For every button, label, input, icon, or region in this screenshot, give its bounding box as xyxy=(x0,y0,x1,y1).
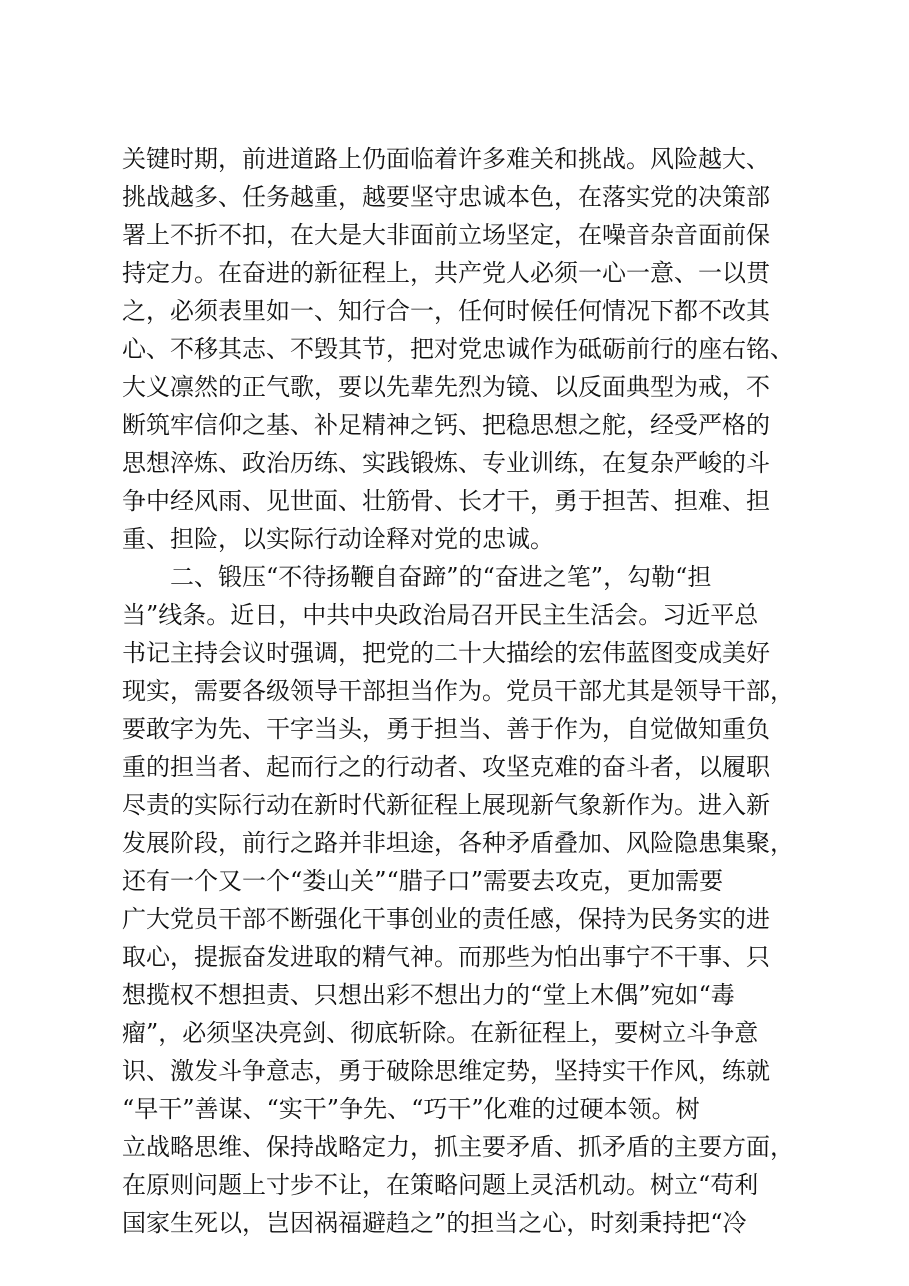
section-heading-line: 二、锻压“不待扬鞭自奋蹄”的“奋进之笔”，勾勒“担 xyxy=(170,563,712,591)
text-line: 广大党员干部不断强化干事创业的责任感，保持为民务实的进 xyxy=(122,905,770,933)
text-line: 之，必须表里如一、知行合一，任何时候任何情况下都不改其 xyxy=(122,297,770,325)
text-line: 国家生死以，岂因祸福避趋之”的担当之心，时刻秉持把“冷 xyxy=(122,1209,747,1237)
text-line: 持定力。在奋进的新征程上，共产党人必须一心一意、一以贯 xyxy=(122,259,770,287)
text-line: “早干”善谋、“实干”争先、“巧干”化难的过硬本领。树 xyxy=(122,1095,700,1123)
text-line: 重的担当者、起而行之的行动者、攻坚克难的奋斗者，以履职 xyxy=(122,753,770,781)
text-line: 立战略思维、保持战略定力，抓主要矛盾、抓矛盾的主要方面， xyxy=(122,1133,794,1161)
text-line: 心、不移其志、不毁其节，把对党忠诚作为砥砺前行的座右铭、 xyxy=(122,335,794,363)
text-line: 发展阶段，前行之路并非坦途，各种矛盾叠加、风险隐患集聚， xyxy=(122,829,794,857)
text-line: 关键时期，前进道路上仍面临着许多难关和挑战。风险越大、 xyxy=(122,145,770,173)
text-line: 大义凛然的正气歌，要以先辈先烈为镜、以反面典型为戒，不 xyxy=(122,373,770,401)
text-line: 争中经风雨、见世面、壮筋骨、长才干，勇于担苦、担难、担 xyxy=(122,487,770,515)
text-line: 识、激发斗争意志，勇于破除思维定势，坚持实干作风，练就 xyxy=(122,1057,770,1085)
text-line: 当”线条。近日，中共中央政治局召开民主生活会。习近平总 xyxy=(122,601,759,629)
text-line: 现实，需要各级领导干部担当作为。党员干部尤其是领导干部， xyxy=(122,677,794,705)
text-line: 尽责的实际行动在新时代新征程上展现新气象新作为。进入新 xyxy=(122,791,770,819)
text-line: 重、担险，以实际行动诠释对党的忠诚。 xyxy=(122,525,554,553)
text-line: 取心，提振奋发进取的精气神。而那些为怕出事宁不干事、只 xyxy=(122,943,770,971)
text-line: 在原则问题上寸步不让，在策略问题上灵活机动。树立“苟利 xyxy=(122,1171,759,1199)
body-text xyxy=(122,140,822,1242)
text-line: 思想淬炼、政治历练、实践锻炼、专业训练，在复杂严峻的斗 xyxy=(122,449,770,477)
text-line: 还有一个又一个“娄山关”“腊子口”需要去攻克，更加需要 xyxy=(122,867,724,895)
text-line: 瘤”，必须坚决亮剑、彻底斩除。在新征程上，要树立斗争意 xyxy=(122,1019,759,1047)
text-line: 断筑牢信仰之基、补足精神之钙、把稳思想之舵，经受严格的 xyxy=(122,411,770,439)
text-line: 署上不折不扣，在大是大非面前立场坚定，在噪音杂音面前保 xyxy=(122,221,770,249)
text-line: 想揽权不想担责、只想出彩不想出力的“堂上木偶”宛如“毒 xyxy=(122,981,735,1009)
text-line: 书记主持会议时强调，把党的二十大描绘的宏伟蓝图变成美好 xyxy=(122,639,770,667)
text-line: 要敢字为先、干字当头，勇于担当、善于作为，自觉做知重负 xyxy=(122,715,770,743)
text-line: 挑战越多、任务越重，越要坚守忠诚本色，在落实党的决策部 xyxy=(122,183,770,211)
